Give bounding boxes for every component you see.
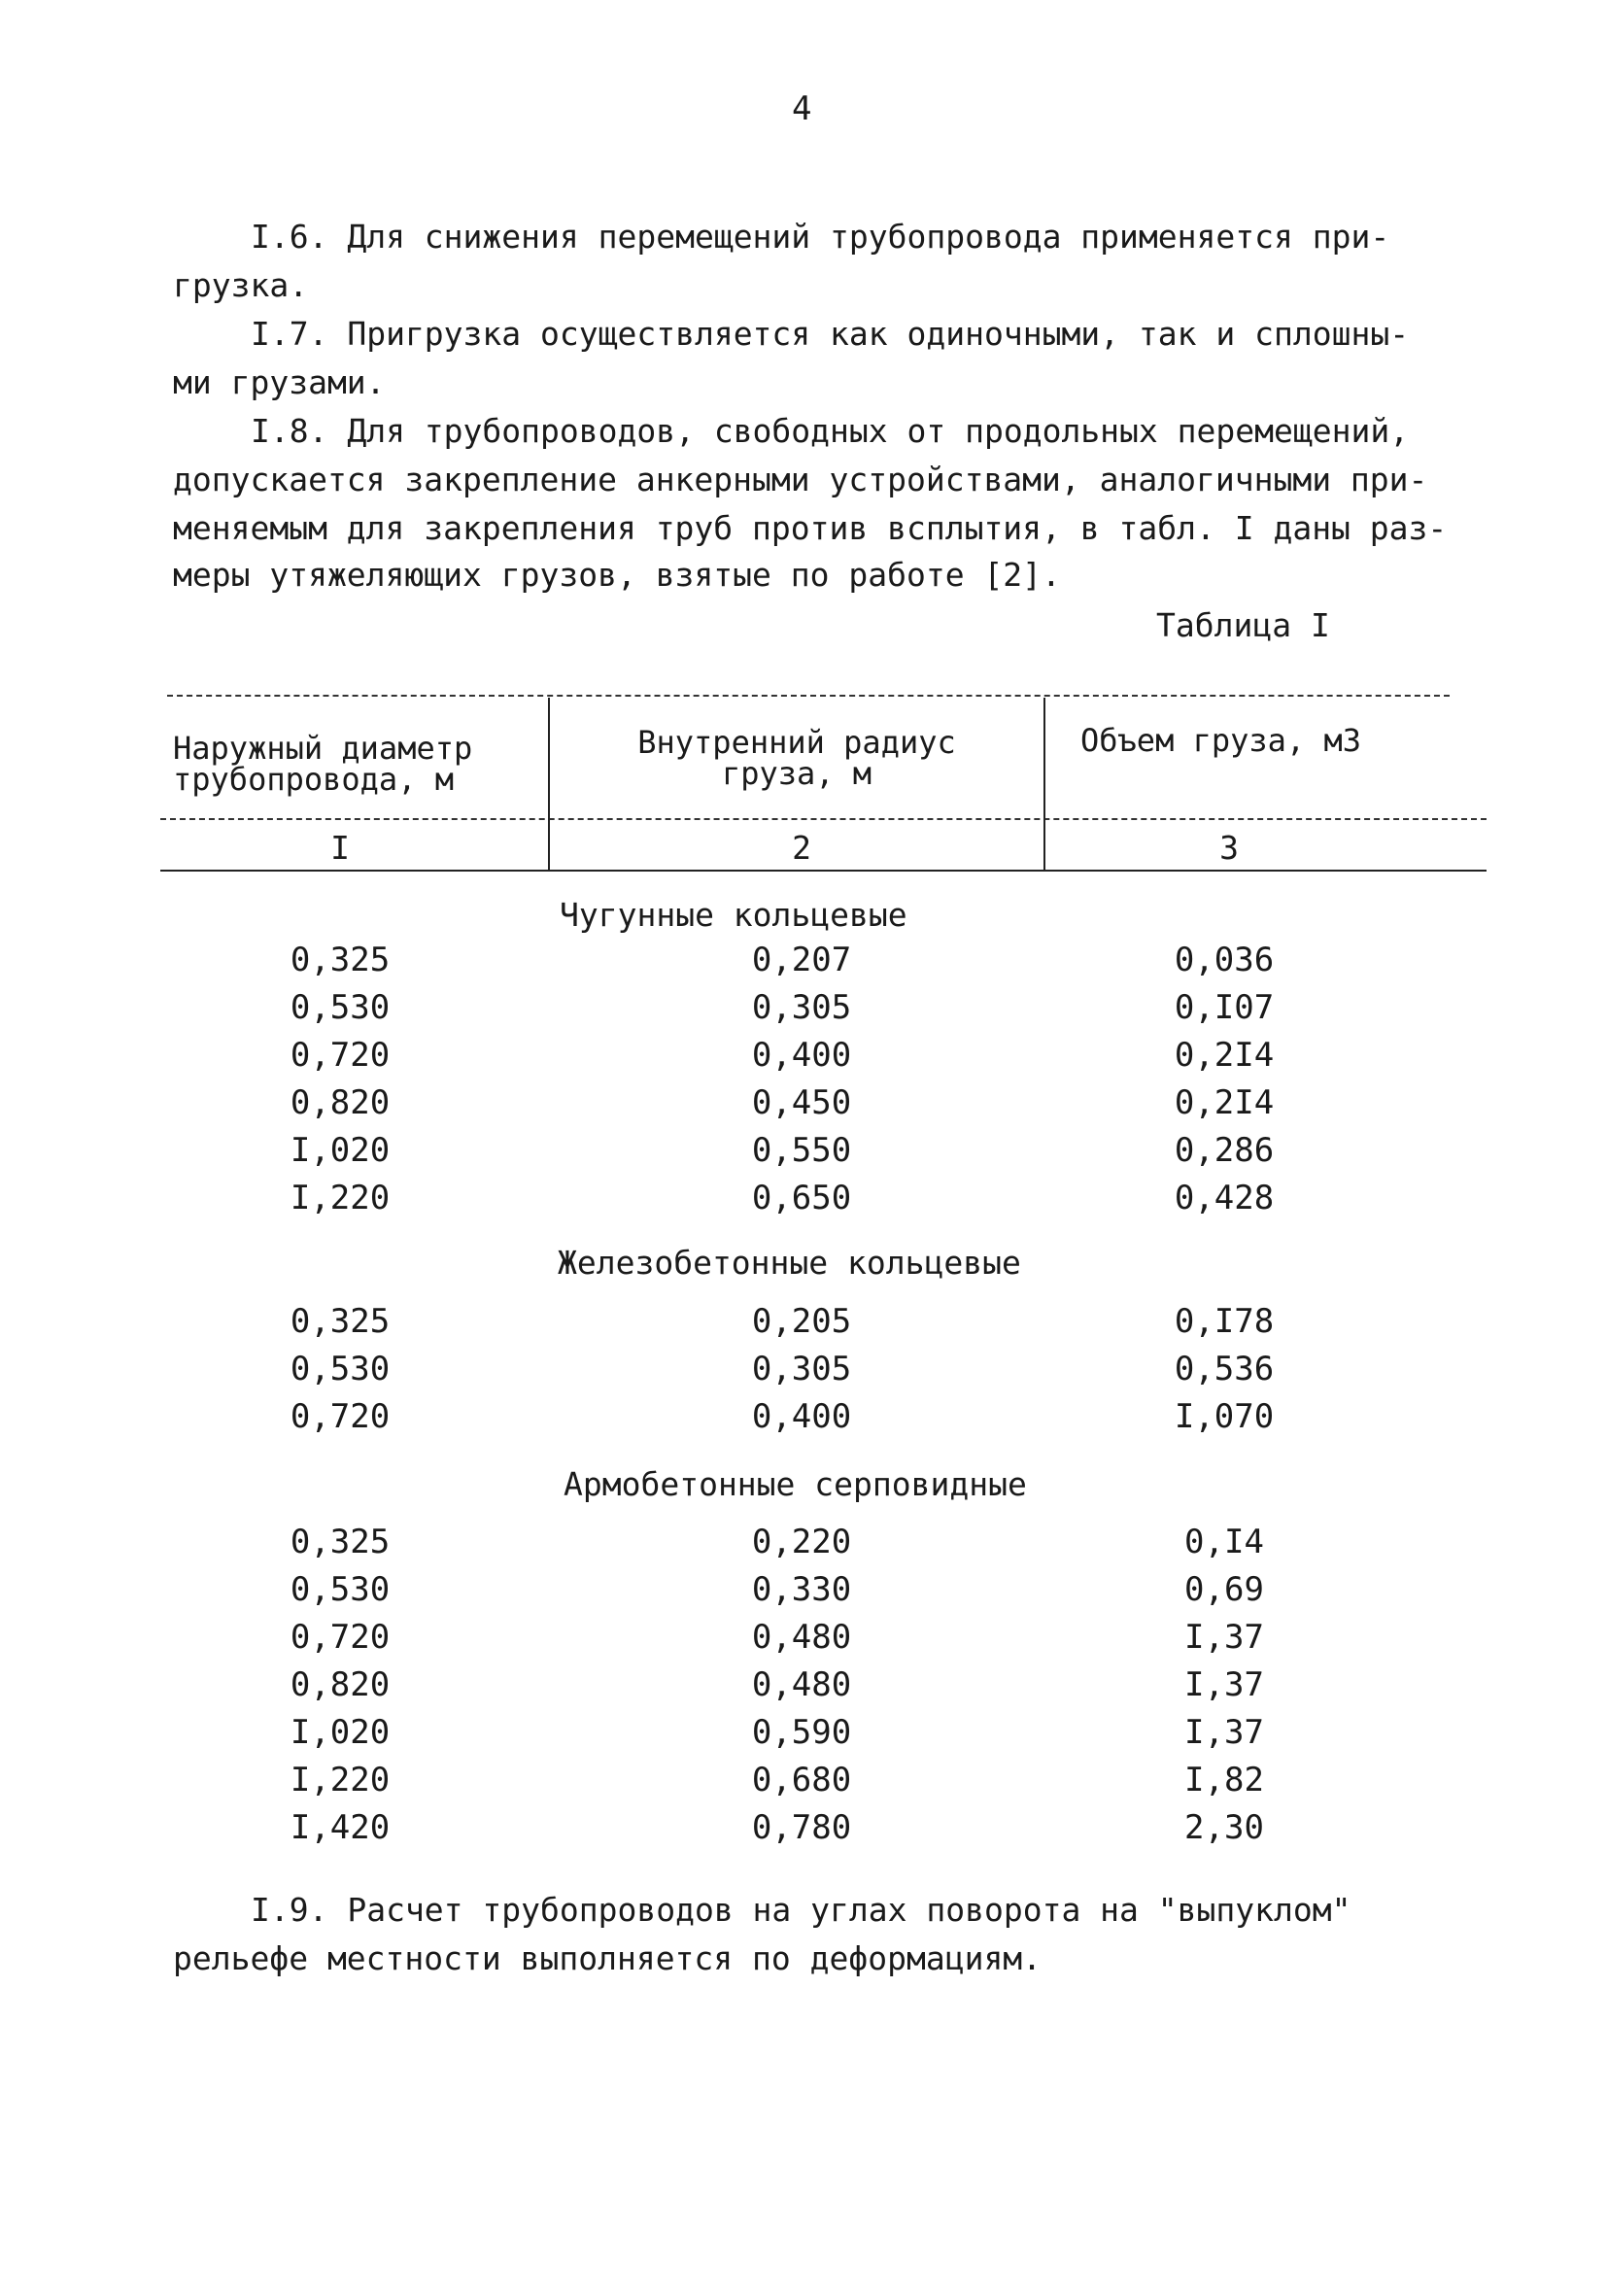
paragraph-1-8-line-3: меняемым для закрепления труб против всплытия, в табл. І даны раз- bbox=[173, 509, 1448, 547]
header-col-3 bbox=[1080, 722, 1361, 759]
paragraph-1-6-cont bbox=[173, 262, 1436, 309]
table-cell: І,37 bbox=[1184, 1713, 1264, 1752]
paragraph-1-7-cont bbox=[173, 360, 1436, 406]
paragraph-1-8-line-2: допускается закрепление анкерными устройствами, аналогичными при- bbox=[173, 461, 1428, 498]
paragraph-1-8-line-1: І.8. Для трубопроводов, свободных от продольных перемещений, bbox=[251, 412, 1410, 450]
table-cell: 0,330 bbox=[751, 1570, 852, 1609]
table-cell: І,020 bbox=[290, 1131, 391, 1170]
table-cell: І,070 bbox=[1174, 1397, 1275, 1436]
section-title-reinforced-concrete: Железобетонные кольцевые bbox=[558, 1244, 1021, 1282]
table-cell: 2,30 bbox=[1184, 1808, 1264, 1847]
header-col-1-line-2: трубопровода, м bbox=[173, 761, 454, 798]
table-cell: І,420 bbox=[290, 1808, 391, 1847]
table-cell: 0,428 bbox=[1174, 1179, 1275, 1217]
table-cell: І,82 bbox=[1184, 1761, 1264, 1799]
table-cell: 0,530 bbox=[290, 988, 391, 1027]
table-cell: 0,325 bbox=[290, 1302, 391, 1341]
table-cell: 0,820 bbox=[290, 1665, 391, 1704]
column-number-3: 3 bbox=[1219, 829, 1239, 867]
header-col-3-line-1: Объем груза, м3 bbox=[1080, 722, 1361, 759]
table-cell: 0,780 bbox=[751, 1808, 852, 1847]
page-number: 4 bbox=[792, 89, 812, 128]
column-number-2: 2 bbox=[792, 829, 811, 867]
table-cell: 0,650 bbox=[751, 1179, 852, 1217]
table-cell: І,020 bbox=[290, 1713, 391, 1752]
table-cell: 0,325 bbox=[290, 1523, 391, 1561]
table-cell: 0,І78 bbox=[1174, 1302, 1275, 1341]
paragraph-1-7-line-2: ми грузами. bbox=[173, 363, 386, 401]
table-cell: 0,536 bbox=[1174, 1350, 1275, 1388]
header-col-2-line-1: Внутренний радиус bbox=[637, 724, 956, 761]
table-cell: 0,820 bbox=[290, 1083, 391, 1122]
paragraph-1-8-cont-2 bbox=[173, 505, 1448, 552]
table-cell: 0,720 bbox=[290, 1036, 391, 1075]
table-cell: 0,305 bbox=[751, 1350, 852, 1388]
section-title-armoconcrete: Армобетонные серповидные bbox=[564, 1465, 1027, 1503]
paragraph-1-9-line-2: рельефе местности выполняется по деформациям. bbox=[173, 1939, 1043, 1977]
table-cell: 0,І4 bbox=[1184, 1523, 1264, 1561]
table-cell: 0,680 bbox=[751, 1761, 852, 1799]
table-col-divider-1 bbox=[548, 698, 550, 871]
paragraph-1-8-cont-3 bbox=[173, 552, 1436, 599]
table-cell: 0,305 bbox=[751, 988, 852, 1027]
paragraph-1-9 bbox=[251, 1887, 1514, 1934]
section-title-cast-iron: Чугунные кольцевые bbox=[560, 896, 907, 934]
table-top-rule bbox=[167, 695, 1450, 697]
paragraph-1-6 bbox=[251, 214, 1514, 260]
paragraph-1-9-cont bbox=[173, 1936, 1436, 1982]
table-cell: 0,480 bbox=[751, 1618, 852, 1657]
paragraph-1-6-line-1: І.6. Для снижения перемещений трубопровода применяется при- bbox=[251, 218, 1390, 256]
table-numbers-rule bbox=[160, 870, 1487, 872]
header-col-1 bbox=[173, 730, 473, 798]
table-cell: 0,69 bbox=[1184, 1570, 1264, 1609]
table-col-divider-2 bbox=[1043, 698, 1045, 871]
table-cell: І,37 bbox=[1184, 1618, 1264, 1657]
table-header-rule bbox=[160, 818, 1487, 820]
paragraph-1-9-line-1: І.9. Расчет трубопроводов на углах поворота на "выпуклом" bbox=[251, 1891, 1351, 1929]
header-col-2 bbox=[564, 724, 1030, 792]
paragraph-1-8 bbox=[251, 408, 1514, 455]
table-cell: 0,530 bbox=[290, 1350, 391, 1388]
table-cell: 0,720 bbox=[290, 1618, 391, 1657]
table-cell: І,220 bbox=[290, 1761, 391, 1799]
table-cell: 0,286 bbox=[1174, 1131, 1275, 1170]
table-cell: 0,720 bbox=[290, 1397, 391, 1436]
table-cell: 0,207 bbox=[751, 941, 852, 979]
table-cell: І,220 bbox=[290, 1179, 391, 1217]
table-cell: 0,325 bbox=[290, 941, 391, 979]
table-cell: 0,450 bbox=[751, 1083, 852, 1122]
table-cell: 0,036 bbox=[1174, 941, 1275, 979]
table-cell: 0,400 bbox=[751, 1036, 852, 1075]
table-cell: 0,2І4 bbox=[1174, 1036, 1275, 1075]
paragraph-1-7-line-1: І.7. Пригрузка осуществляется как одиночными, так и сплошны- bbox=[251, 315, 1410, 353]
table-cell: І,37 bbox=[1184, 1665, 1264, 1704]
header-col-2-line-2: груза, м bbox=[721, 755, 872, 792]
table-cell: 0,590 bbox=[751, 1713, 852, 1752]
table-cell: 0,480 bbox=[751, 1665, 852, 1704]
table-cell: 0,530 bbox=[290, 1570, 391, 1609]
table-cell: 0,205 bbox=[751, 1302, 852, 1341]
table-cell: 0,550 bbox=[751, 1131, 852, 1170]
paragraph-1-8-cont-1 bbox=[173, 457, 1436, 503]
table-cell: 0,2І4 bbox=[1174, 1083, 1275, 1122]
header-col-1-line-1: Наружный диаметр bbox=[173, 730, 473, 767]
table-cell: 0,400 bbox=[751, 1397, 852, 1436]
column-number-1: І bbox=[330, 829, 350, 867]
paragraph-1-8-line-4: меры утяжеляющих грузов, взятые по работе [2]. bbox=[173, 556, 1061, 594]
paragraph-1-7 bbox=[251, 311, 1514, 358]
table-cell: 0,І07 bbox=[1174, 988, 1275, 1027]
table-cell: 0,220 bbox=[751, 1523, 852, 1561]
table-caption: Таблица І bbox=[1156, 606, 1330, 644]
paragraph-1-6-line-2: грузка. bbox=[173, 266, 309, 304]
